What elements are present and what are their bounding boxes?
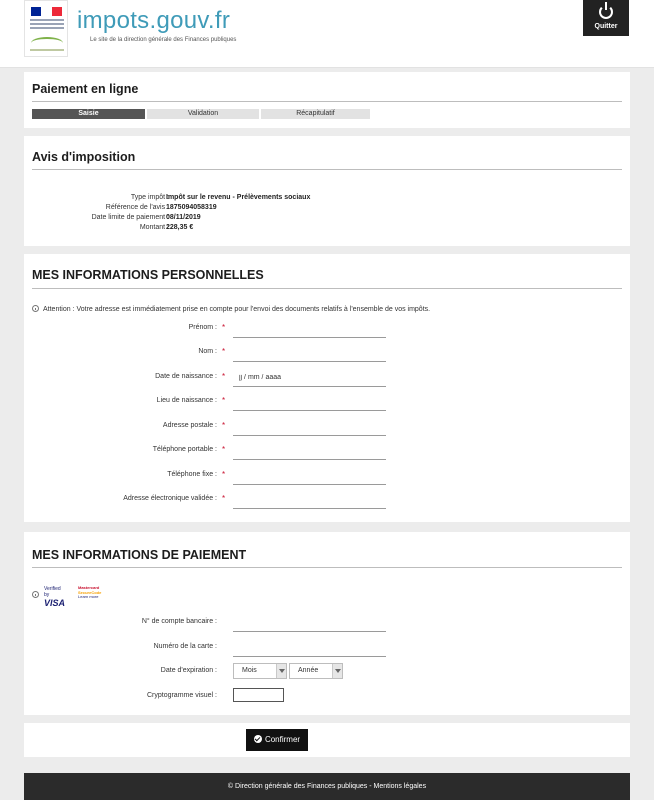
site-header [0,0,654,68]
verified-by-visa-badge [44,586,65,608]
field-label: Date d'expiration : [160,667,217,674]
field-date-naissance [24,369,630,387]
required-mark: * [222,396,226,405]
field-adresse-electronique [24,491,630,509]
brand-subtitle: Le site de la direction générale des Finances publiques [90,37,237,43]
mc-bot: Learn more [78,594,99,599]
field-label: Date de naissance : [155,373,217,380]
cryptogramme-input[interactable] [233,688,284,702]
info-label: Type impôt : [130,194,169,201]
mc-top: Mastercard [78,585,100,590]
required-mark: * [222,421,226,430]
info-icon [32,591,39,598]
confirm-label: Confirmer [264,735,301,744]
progress-steps [32,109,372,119]
numero-carte-input[interactable] [233,639,386,657]
field-label: Téléphone portable : [152,446,217,453]
field-cryptogramme [24,688,630,706]
field-nom [24,344,630,362]
payment-steps-panel [24,72,630,128]
field-telephone-fixe [24,467,630,485]
info-value: 1875094058319 [166,204,217,211]
brand-logo[interactable]: impots.gouv.fr [77,7,231,34]
year-select-value: Année [298,667,319,674]
info-row-date-limite [24,214,630,224]
telephone-fixe-input[interactable] [233,467,386,485]
info-row-montant [24,224,630,234]
field-label: Adresse électronique validée : [123,495,217,502]
vbv-main: VISA [44,598,66,608]
mastercard-securecode-badge [78,586,108,606]
field-lieu-naissance [24,393,630,411]
field-prenom [24,320,630,338]
payment-info-panel [24,532,630,715]
field-label: Adresse postale : [162,422,217,429]
step-recapitulatif: Récapitulatif [261,109,370,119]
vbv-top: Verified by [44,586,61,598]
field-label: Numéro de la carte : [153,643,217,650]
chevron-down-icon [332,664,342,678]
field-label: N° de compte bancaire : [141,618,217,625]
required-mark: * [222,470,226,479]
payment-info-title: MES INFORMATIONS DE PAIEMENT [32,548,247,562]
required-mark: * [222,372,226,381]
required-mark: * [222,347,226,356]
compte-bancaire-input[interactable] [233,614,386,632]
field-label: Prénom : [188,324,217,331]
field-telephone-portable [24,442,630,460]
info-value: 228,35 € [166,224,194,231]
confirm-button[interactable] [246,729,308,751]
info-icon [32,305,39,312]
info-label: Date limite de paiement : [91,214,169,221]
french-flag-icon [31,7,62,16]
mc-mid: SecureCode [78,589,102,595]
field-label: Lieu de naissance : [156,397,217,404]
page-title: Paiement en ligne [32,82,139,96]
step-saisie: Saisie [32,109,145,119]
site-footer [24,773,630,800]
check-circle-icon [254,735,262,743]
info-label: Référence de l'avis : [105,204,169,211]
info-row-reference [24,204,630,214]
month-select-value: Mois [242,667,257,674]
nom-input[interactable] [233,344,386,362]
telephone-portable-input[interactable] [233,442,386,460]
info-value: Impôt sur le revenu - Prélèvements sociaux [166,194,311,201]
republique-francaise-logo [24,0,68,57]
required-mark: * [222,445,226,454]
field-label: Cryptogramme visuel : [146,692,217,699]
quit-button[interactable] [583,0,629,36]
notice-text: Attention : Votre adresse est immédiatement prise en compte pour l'envoi des documents relatifs à l'ensemble de vos impôts. [43,306,431,313]
field-adresse-postale [24,418,630,436]
personal-info-title: MES INFORMATIONS PERSONNELLES [32,268,264,282]
year-select[interactable] [289,663,343,679]
address-notice [32,305,430,313]
confirm-panel [24,723,630,757]
power-icon [599,5,613,19]
month-select[interactable] [233,663,287,679]
field-compte-bancaire [24,614,630,632]
required-mark: * [222,494,226,503]
field-date-expiration [24,663,630,681]
step-validation: Validation [147,109,259,119]
adresse-postale-input[interactable] [233,418,386,436]
personal-info-panel [24,254,630,522]
adresse-electronique-input[interactable] [233,491,386,509]
chevron-down-icon [276,664,286,678]
prenom-input[interactable] [233,320,386,338]
footer-text[interactable]: © Direction générale des Finances publiques - Mentions légales [227,783,427,790]
field-numero-carte [24,639,630,657]
info-row-type [24,194,630,204]
avis-details [24,194,630,234]
info-value: 08/11/2019 [166,214,201,221]
field-label: Nom : [198,348,217,355]
lieu-naissance-input[interactable] [233,393,386,411]
date-naissance-input[interactable] [233,369,386,387]
avis-panel [24,136,630,246]
info-label: Montant : [139,224,169,231]
required-mark: * [222,323,226,332]
avis-title: Avis d'imposition [32,150,136,164]
field-label: Téléphone fixe : [167,471,217,478]
quit-label: Quitter [594,23,618,30]
